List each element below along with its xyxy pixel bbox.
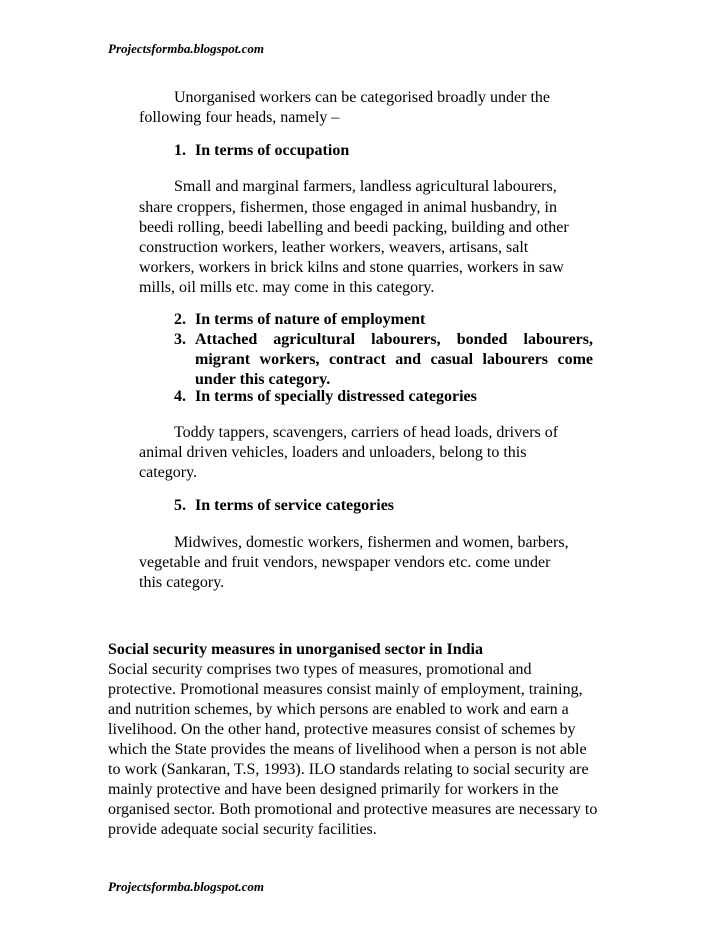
list-heading: In terms of specially distressed categories (195, 388, 477, 405)
text-line: construction workers, leather workers, weavers, artisans, salt (139, 239, 529, 256)
list-heading-line: under this category. (195, 371, 331, 388)
text-line: livelihood. On the other hand, protective measures consist of schemes by (108, 721, 576, 738)
text-line: beedi rolling, beedi labelling and beedi packing, building and other (139, 219, 569, 236)
text-line: workers, workers in brick kilns and stone quarries, workers in saw (139, 259, 564, 276)
text-line: Midwives, domestic workers, fishermen and women, barbers, (174, 534, 569, 551)
list-number: 1. (174, 142, 186, 159)
page-header: Projectsformba.blogspot.com (108, 41, 264, 56)
text-line: organised sector. Both promotional and protective measures are necessary to (108, 801, 598, 818)
text-line: Unorganised workers can be categorised broadly under the (174, 89, 551, 106)
text-line: Small and marginal farmers, landless agricultural labourers, (174, 178, 557, 195)
list-heading: In terms of nature of employment (195, 311, 426, 328)
text-line: mainly protective and have been designed primarily for workers in the (108, 781, 559, 798)
text-line: following four heads, namely – (139, 109, 340, 126)
text-line: which the State provides the means of livelihood when a person is not able (108, 741, 587, 758)
text-line: animal driven vehicles, loaders and unloaders, belong to this (139, 444, 527, 461)
list-item-distressed (174, 387, 477, 407)
text-line: mills, oil mills etc. may come in this category. (139, 279, 435, 296)
list-number: 2. (174, 311, 186, 328)
list-item-nature-of-employment (174, 310, 425, 330)
text-line: this category. (139, 574, 225, 591)
list-heading-line: Attached agricultural labourers, bonded labourers, (195, 331, 593, 348)
list-number: 4. (174, 388, 186, 405)
text-line: category. (139, 464, 198, 481)
list-heading: In terms of service categories (195, 497, 395, 514)
text-line: Toddy tappers, scavengers, carriers of head loads, drivers of (174, 424, 559, 441)
page-footer: Projectsformba.blogspot.com (108, 879, 264, 894)
text-line: Social security comprises two types of measures, promotional and (108, 661, 532, 678)
list-number: 3. (174, 331, 186, 348)
text-line: vegetable and fruit vendors, newspaper vendors etc. come under (139, 554, 551, 571)
list-heading: In terms of occupation (195, 142, 350, 159)
list-item-occupation (174, 141, 349, 161)
list-heading-line: migrant workers, contract and casual labourers come (195, 351, 593, 368)
text-line: to work (Sankaran, T.S, 1993). ILO standards relating to social security are (108, 761, 589, 778)
section-title: Social security measures in unorganised sector in India (108, 641, 483, 658)
list-number: 5. (174, 497, 186, 514)
text-line: and nutrition schemes, by which persons are enabled to work and earn a (108, 701, 569, 718)
list-item-service (174, 496, 394, 516)
text-line: share croppers, fishermen, those engaged in animal husbandry, in (139, 199, 557, 216)
text-line: provide adequate social security facilities. (108, 821, 377, 838)
text-line: protective. Promotional measures consist mainly of employment, training, (108, 681, 583, 698)
